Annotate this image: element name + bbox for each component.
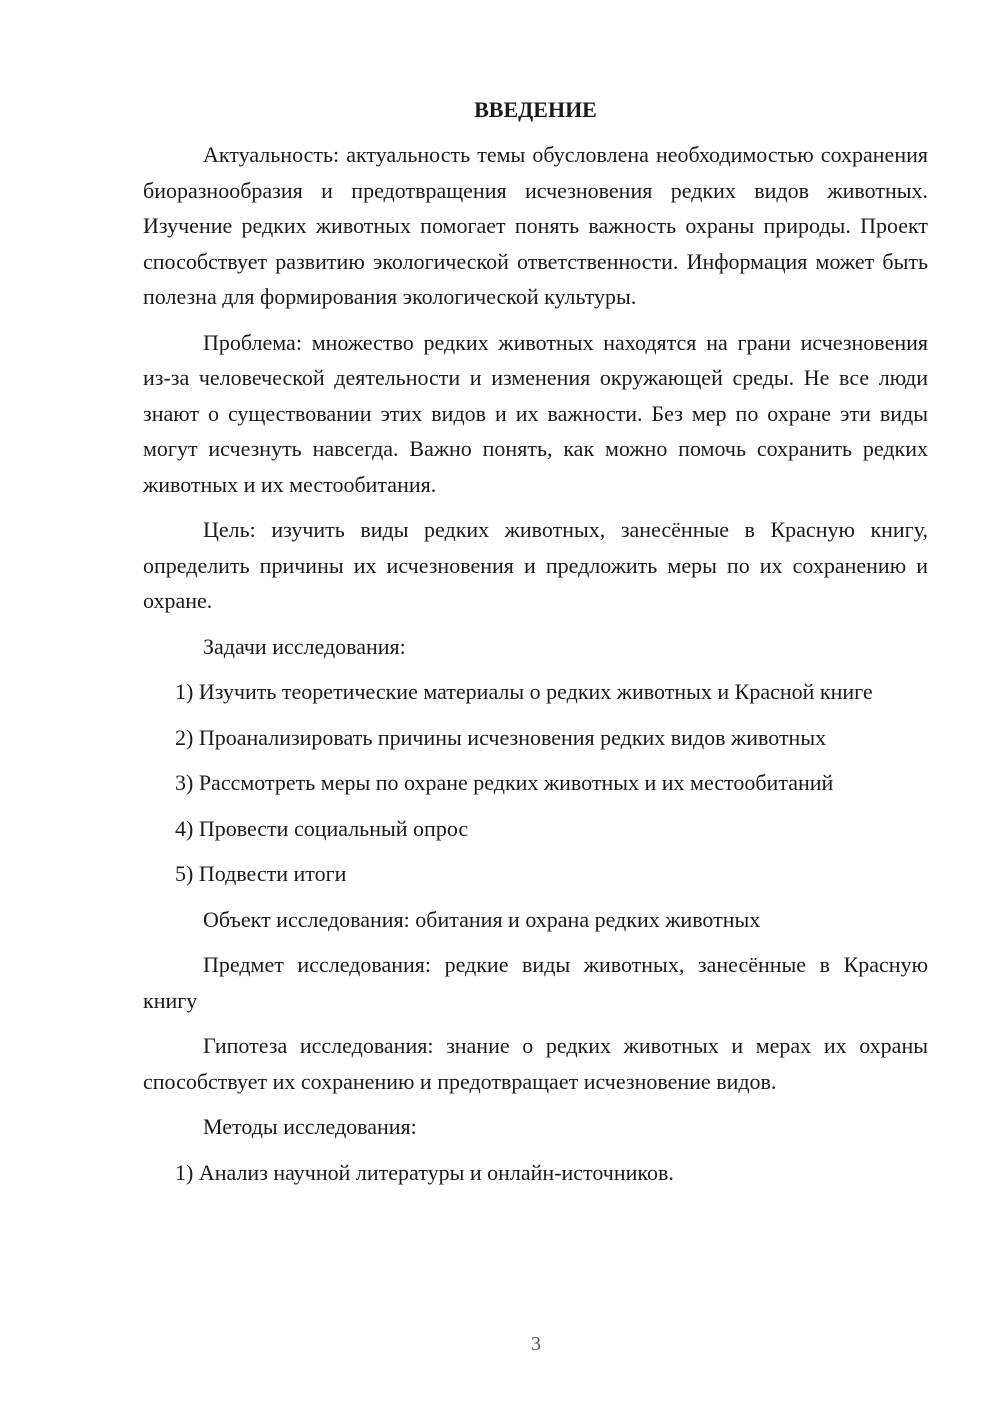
- hypothesis-paragraph: Гипотеза исследования: знание о редких животных и мерах их охраны способствует их сохранению и предотвращает исчезновение видов.: [143, 1033, 928, 1094]
- problem-paragraph: Проблема: множество редких животных находятся на грани исчезновения из-за человеческой деятельности и изменения окружающей среды. Не все люди знают о существовании этих видов и их важности. Без мер по охране эти виды могут исчезнуть навсегда. Важно понять, как можно помочь сохранить редких животных и их местообитания.: [143, 329, 928, 497]
- subject-paragraph: Предмет исследования: редкие виды животных, занесённые в Красную книгу: [143, 952, 928, 1013]
- goal-paragraph: Цель: изучить виды редких животных, занесённые в Красную книгу, определить причины их исчезновения и предложить меры по их сохранению и охране.: [143, 517, 928, 613]
- task-item-3: 3) Рассмотреть меры по охране редких животных и их местообитаний: [175, 770, 834, 795]
- methods-heading: Методы исследования:: [203, 1114, 417, 1139]
- method-item-1: 1) Анализ научной литературы и онлайн-источников.: [175, 1159, 674, 1185]
- object-paragraph: Объект исследования: обитания и охрана редких животных: [203, 906, 761, 932]
- task-item-2: 2) Проанализировать причины исчезновения редких видов животных: [175, 724, 827, 750]
- task-item-5: 5) Подвести итоги: [175, 861, 347, 886]
- page-title: ВВЕДЕНИЕ: [474, 97, 597, 122]
- document-page: [143, 95, 928, 1200]
- task-item-1: 1) Изучить теоретические материалы о редких животных и Красной книге: [175, 679, 873, 704]
- relevance-paragraph: Актуальность: актуальность темы обусловлена необходимостью сохранения биоразнообразия и предотвращения исчезновения редких видов животных. Изучение редких животных помогает понять важность охраны природы. Проект способствует развитию экологической ответственности. Информация может быть полезна для формирования экологической культуры.: [143, 142, 928, 309]
- tasks-heading: Задачи исследования:: [203, 633, 406, 659]
- page-number: 3: [531, 1333, 541, 1355]
- task-item-4: 4) Провести социальный опрос: [175, 815, 469, 841]
